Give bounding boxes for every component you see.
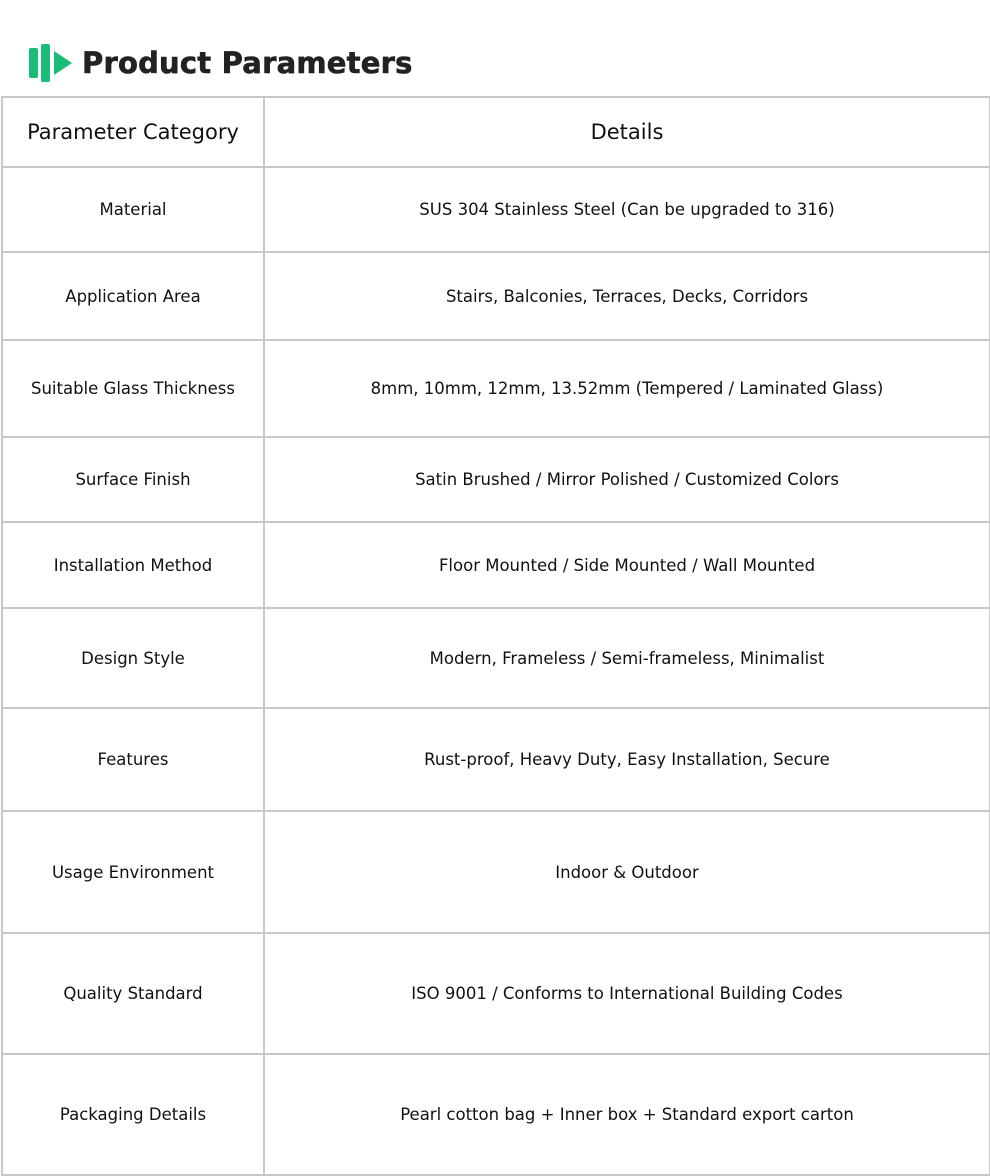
- table-row: [2, 933, 990, 1054]
- row-category: Application Area: [2, 252, 264, 340]
- table-row: [2, 437, 990, 522]
- table-row: [2, 340, 990, 437]
- row-details: Floor Mounted / Side Mounted / Wall Mounted: [264, 522, 990, 608]
- section-header: [28, 38, 413, 88]
- row-details: Pearl cotton bag + Inner box + Standard export carton: [264, 1054, 990, 1175]
- table-row: [2, 522, 990, 608]
- row-category: Packaging Details: [2, 1054, 264, 1175]
- row-details: Rust-proof, Heavy Duty, Easy Installation, Secure: [264, 708, 990, 811]
- row-details: Satin Brushed / Mirror Polished / Customized Colors: [264, 437, 990, 522]
- row-category: Features: [2, 708, 264, 811]
- table-row: [2, 252, 990, 340]
- column-header-details: Details: [264, 97, 990, 167]
- row-category: Design Style: [2, 608, 264, 708]
- row-details: SUS 304 Stainless Steel (Can be upgraded to 316): [264, 167, 990, 252]
- row-category: Suitable Glass Thickness: [2, 340, 264, 437]
- row-category: Quality Standard: [2, 933, 264, 1054]
- table-header-row: [2, 97, 990, 167]
- table-row: [2, 1054, 990, 1175]
- row-category: Material: [2, 167, 264, 252]
- row-details: ISO 9001 / Conforms to International Building Codes: [264, 933, 990, 1054]
- page-title: Product Parameters: [82, 46, 413, 80]
- parameters-table: [1, 96, 990, 1176]
- row-category: Usage Environment: [2, 811, 264, 933]
- row-details: Modern, Frameless / Semi-frameless, Minimalist: [264, 608, 990, 708]
- row-details: Stairs, Balconies, Terraces, Decks, Corridors: [264, 252, 990, 340]
- row-category: Installation Method: [2, 522, 264, 608]
- row-details: Indoor & Outdoor: [264, 811, 990, 933]
- row-details: 8mm, 10mm, 12mm, 13.52mm (Tempered / Laminated Glass): [264, 340, 990, 437]
- table-row: [2, 608, 990, 708]
- product-parameters-icon: [28, 42, 76, 84]
- row-category: Surface Finish: [2, 437, 264, 522]
- table-row: [2, 811, 990, 933]
- table-row: [2, 167, 990, 252]
- table-row: [2, 708, 990, 811]
- column-header-category: Parameter Category: [2, 97, 264, 167]
